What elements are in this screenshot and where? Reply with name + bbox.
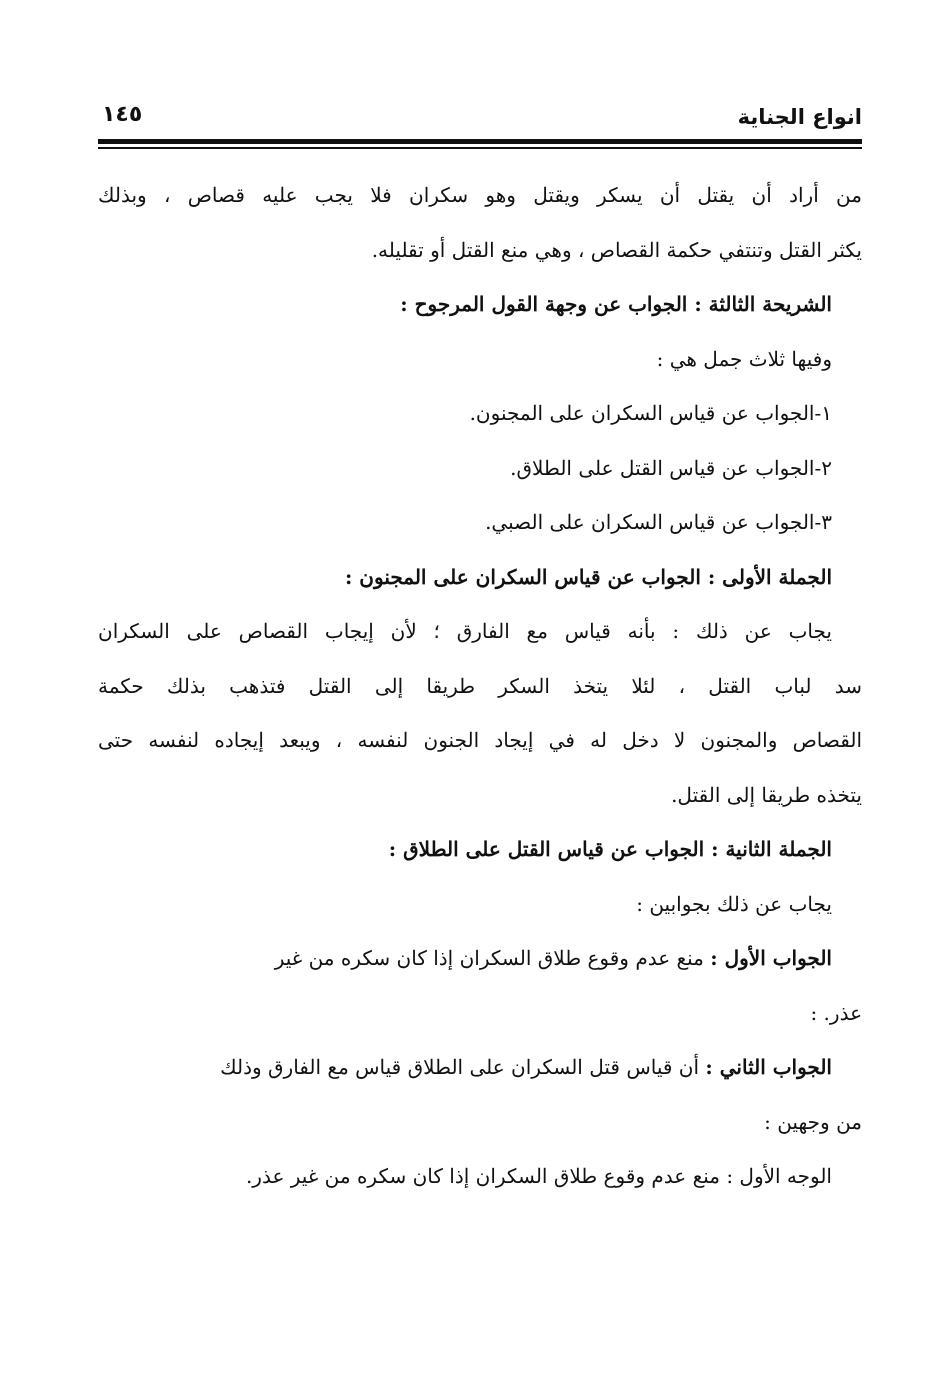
subsection-heading: الجملة الأولى : الجواب عن قياس السكران على المجنون :	[344, 564, 832, 589]
text-line: يتخذه طريقا إلى القتل.	[671, 782, 862, 807]
text-line: يجاب عن ذلك بجوابين :	[636, 891, 832, 916]
answer-label: الجواب الأول :	[710, 946, 832, 970]
answer-text: منع عدم وقوع طلاق السكران إذا كان سكره من غير	[274, 946, 711, 970]
page-number: ١٤٥	[102, 102, 143, 127]
list-item: ٢-الجواب عن قياس القتل على الطلاق.	[510, 455, 832, 480]
page-header	[98, 98, 862, 138]
answer-label: الجواب الثاني :	[705, 1055, 832, 1079]
text-line: القصاص والمجنون لا دخل له في إيجاد الجنون لنفسه ، ويبعد إيجاده لنفسه حتى	[98, 728, 862, 752]
subsection-heading: الجملة الثانية : الجواب عن قياس القتل على الطلاق :	[388, 837, 832, 861]
text-line: الوجه الأول : منع عدم وقوع طلاق السكران إذا كان سكره من غير عذر.	[245, 1164, 832, 1188]
section-heading: الشريحة الثالثة : الجواب عن وجهة القول المرجوح :	[400, 292, 832, 316]
text-line: وفيها ثلاث جمل هي :	[656, 346, 832, 371]
body-text	[98, 168, 862, 1204]
text-line: يكثر القتل وتنتفي حكمة القصاص ، وهي منع القتل أو تقليله.	[371, 237, 862, 262]
text-line: يجاب عن ذلك : بأنه قياس مع الفارق ؛ لأن إيجاب القصاص على السكران	[98, 619, 832, 643]
running-title: انواع الجناية	[737, 105, 862, 129]
list-item: ٣-الجواب عن قياس السكران على الصبي.	[485, 510, 832, 534]
header-rule-thick	[98, 139, 862, 144]
list-item: ١-الجواب عن قياس السكران على المجنون.	[469, 401, 832, 425]
text-line: عذر. :	[810, 1000, 862, 1025]
answer-line	[98, 931, 862, 986]
answer-text: أن قياس قتل السكران على الطلاق قياس مع الفارق وذلك	[220, 1055, 706, 1079]
text-line: من وجهين :	[764, 1109, 862, 1134]
text-line: من أراد أن يقتل أن يسكر ويقتل وهو سكران فلا يجب عليه قصاص ، وبذلك	[98, 183, 862, 207]
header-rule-thin	[98, 147, 862, 149]
answer-line	[98, 1040, 862, 1095]
text-line: سد لباب القتل ، لئلا يتخذ السكر طريقا إلى القتل فتذهب بذلك حكمة	[98, 673, 862, 698]
